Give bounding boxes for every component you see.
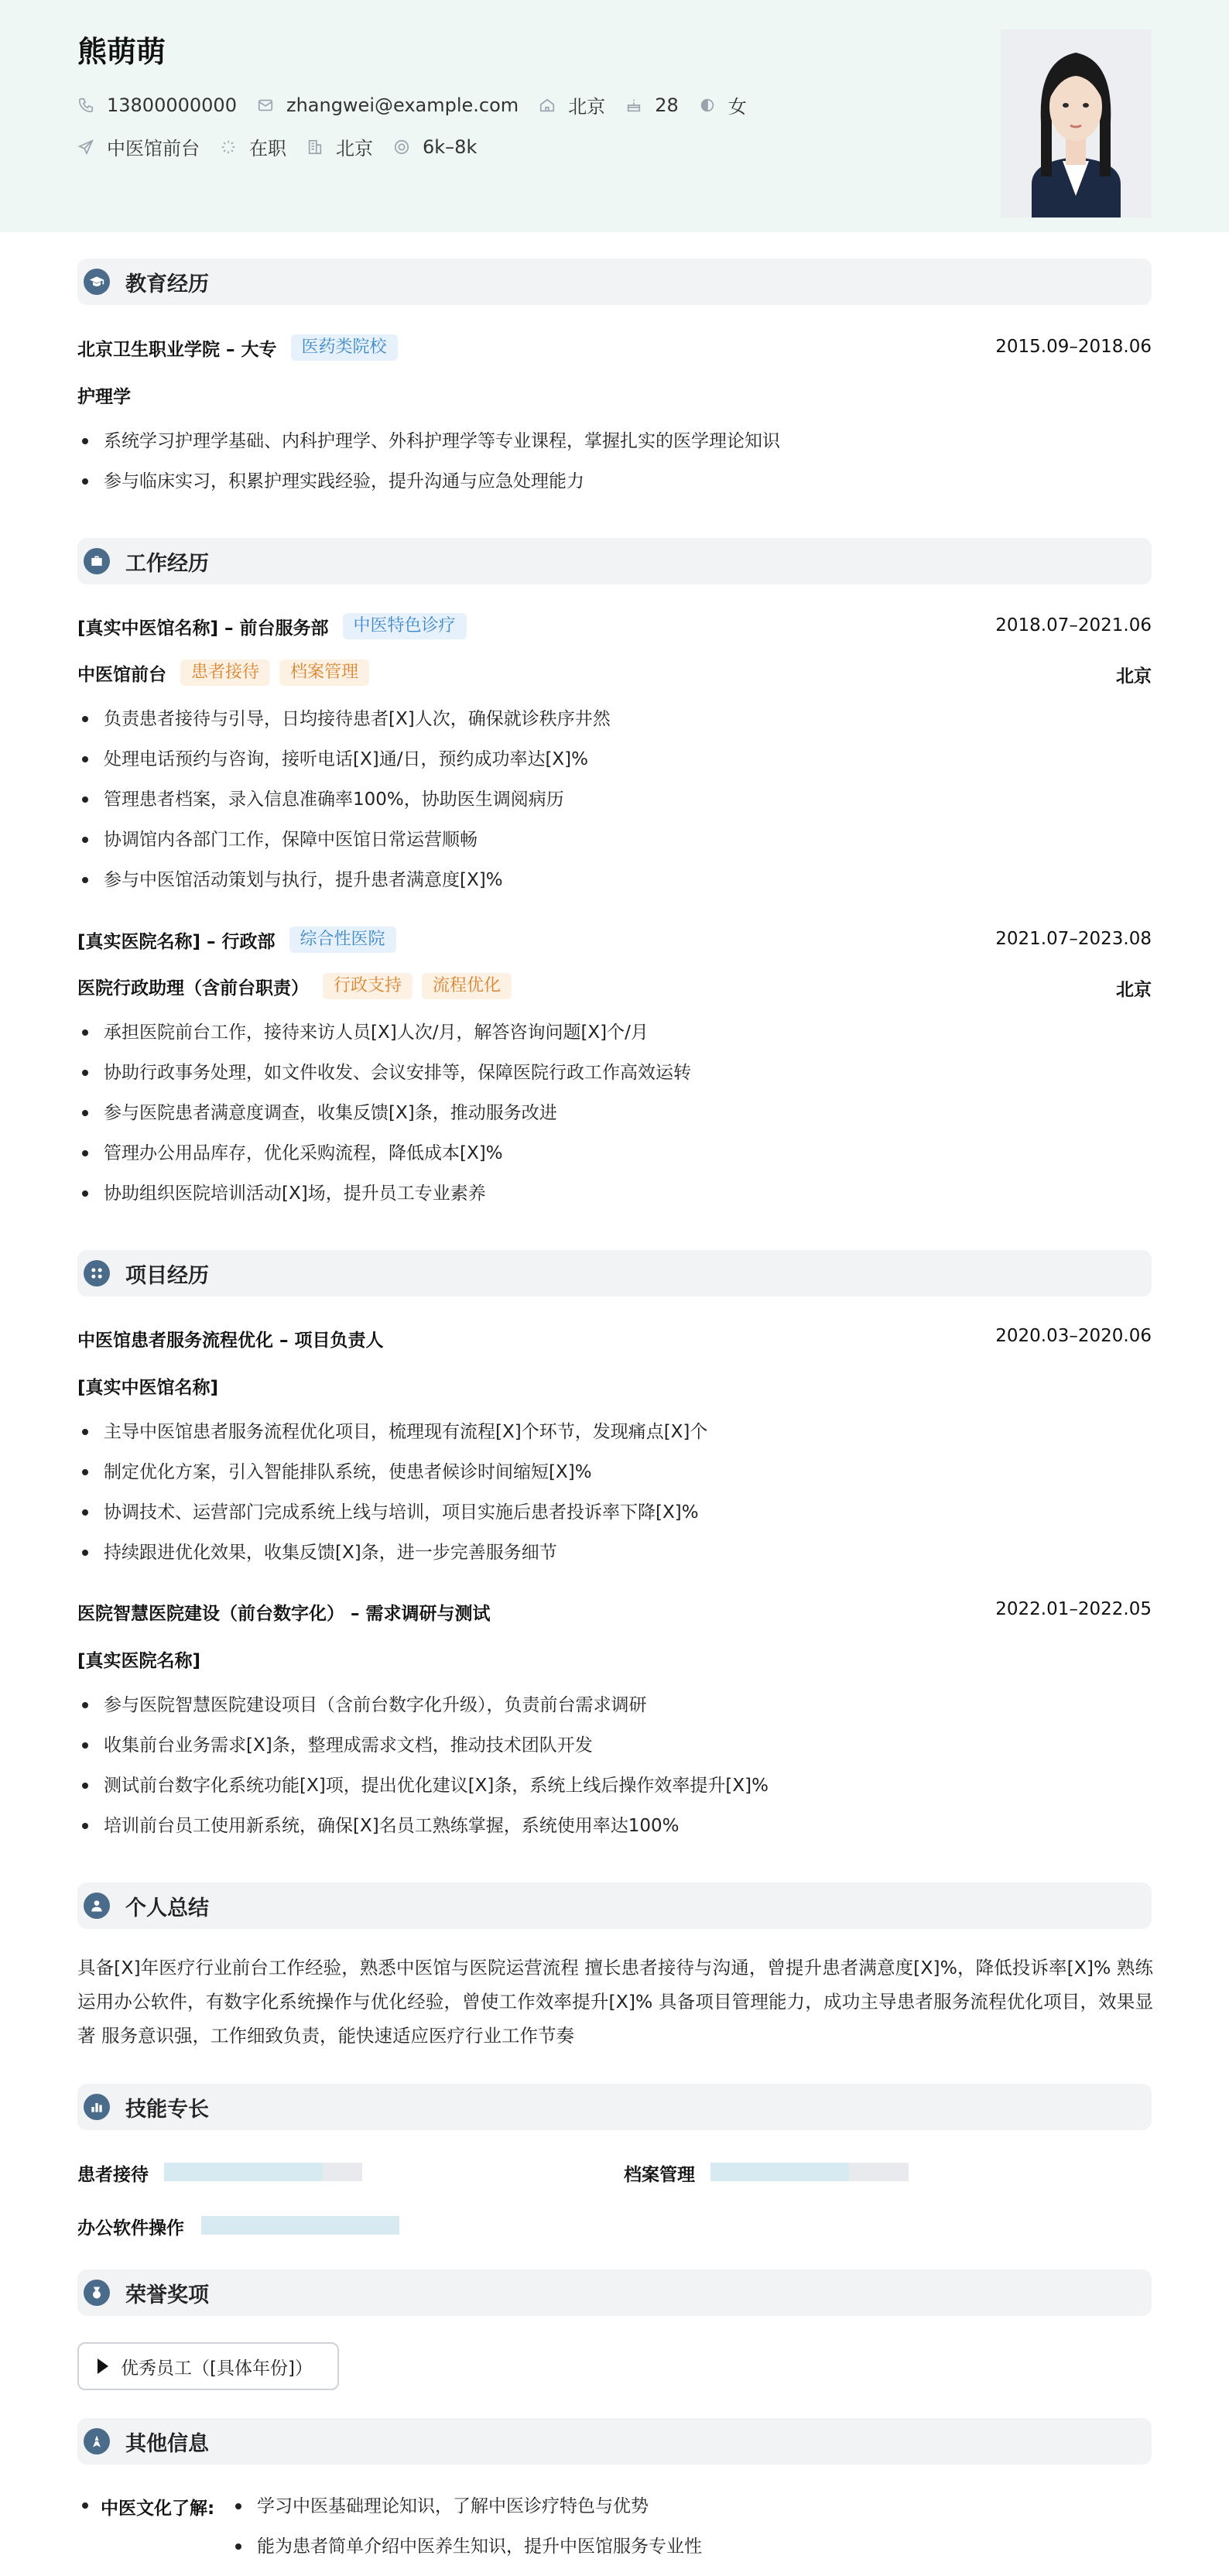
list-item: 协助行政事务处理，如文件收发、会议安排等，保障医院行政工作高效运转	[77, 1060, 691, 1101]
role-name: 中医馆前台	[77, 664, 166, 685]
section-work	[77, 538, 1152, 584]
work-city-text: 北京	[336, 138, 373, 159]
section-title: 项目经历	[125, 1263, 209, 1288]
graduation-cap-icon	[84, 269, 110, 295]
send-icon	[77, 139, 94, 156]
home-icon	[539, 97, 556, 114]
project-date: 2022.01–2022.05	[995, 1599, 1152, 1619]
gender-text: 女	[727, 96, 747, 118]
project-org	[77, 1646, 200, 1672]
work-date: 2021.07–2023.08	[995, 929, 1152, 949]
section-awards	[77, 2269, 1152, 2316]
work-company	[77, 927, 396, 953]
company-name: [真实医院名称] – 行政部	[77, 931, 276, 952]
list-item: 管理患者档案，录入信息准确率100%，协助医生调阅病历	[77, 787, 611, 827]
skill-label: 档案管理	[624, 2165, 695, 2185]
list-item: 培训前台员工使用新系统，确保[X]名员工熟练掌握，系统使用率达100%	[77, 1814, 769, 1854]
play-icon	[98, 2358, 108, 2374]
project-title	[77, 1599, 491, 1625]
city-text: 北京	[568, 96, 606, 118]
job-item	[77, 133, 200, 160]
list-item: 承担医院前台工作，接待来访人员[X]人次/月，解答咨询问题[X]个/月	[77, 1020, 691, 1060]
work-bullets	[77, 1020, 691, 1221]
section-projects	[77, 1250, 1152, 1297]
list-item: 参与临床实习，积累护理实践经验，提升沟通与应急处理能力	[77, 469, 780, 509]
project-name: 中医馆患者服务流程优化 – 项目负责人	[77, 1331, 384, 1351]
work-role	[77, 973, 512, 999]
project-date: 2020.03–2020.06	[995, 1326, 1152, 1346]
work-location: 北京	[1116, 980, 1152, 1000]
skill-fill	[710, 2163, 849, 2181]
phone-item	[77, 94, 237, 116]
gender-icon	[699, 97, 716, 114]
phone-text: 13800000000	[107, 94, 237, 116]
other-label: 中医文化了解:	[101, 2499, 215, 2519]
project-bullets	[77, 1693, 769, 1854]
skill-bar	[710, 2163, 909, 2181]
status-item	[220, 133, 286, 160]
contact-row	[77, 91, 767, 118]
skill-fill	[201, 2216, 399, 2235]
section-other	[77, 2418, 1152, 2465]
edu-bullets	[77, 429, 780, 509]
mail-icon	[257, 97, 274, 114]
project-org	[77, 1373, 218, 1399]
list-item: 协调馆内各部门工作，保障中医馆日常运营顺畅	[77, 827, 611, 868]
medal-icon	[84, 2280, 110, 2306]
company-tag: 中医特色诊疗	[343, 613, 467, 639]
profile-photo	[1001, 29, 1152, 218]
list-item: 处理电话预约与咨询，接听电话[X]通/日，预约成功率达[X]%	[77, 747, 611, 787]
edu-major	[77, 382, 131, 408]
other-bullets	[231, 2494, 702, 2574]
section-title: 技能专长	[125, 2097, 209, 2122]
section-title: 其他信息	[125, 2431, 209, 2456]
section-title: 个人总结	[125, 1896, 209, 1920]
list-item: 协调技术、运营部门完成系统上线与培训，项目实施后患者投诉率下降[X]%	[77, 1500, 707, 1540]
skill-fill	[164, 2163, 323, 2181]
list-item: 系统学习护理学基础、内科护理学、外科护理学等专业课程，掌握扎实的医学理论知识	[77, 429, 780, 469]
coin-icon	[393, 139, 410, 156]
skill-label: 患者接待	[77, 2165, 149, 2185]
status-text: 在职	[249, 138, 286, 159]
summary-text: 具备[X]年医疗行业前台工作经验，熟悉中医馆与医院运营流程 擅长患者接待与沟通，曾提升患者满意度[X]%，降低投诉率[X]% 熟练运用办公软件，有数字化系统操作与优化经验，曾使工作效率提升[X]% 具备项目管理能力，成功主导患者服务流程优化项目，效果显著 服务意识强，工作细致负责，能快速适应医疗行业工作节奏	[77, 1957, 1153, 2047]
section-education	[77, 259, 1152, 305]
list-item: 制定优化方案，引入智能排队系统，使患者候诊时间缩短[X]%	[77, 1460, 707, 1500]
age-item	[625, 94, 679, 116]
company-tag: 综合性医院	[289, 927, 396, 953]
list-item: 能为患者简单介绍中医养生知识，提升中医馆服务专业性	[231, 2534, 702, 2574]
section-skills	[77, 2084, 1152, 2130]
email-item	[257, 94, 519, 116]
loading-icon	[220, 139, 237, 156]
work-city-item	[306, 133, 373, 160]
project-name: 医院智慧医院建设（前台数字化） – 需求调研与测试	[77, 1604, 491, 1624]
skill-bar	[201, 2216, 399, 2235]
edu-date: 2015.09–2018.06	[995, 337, 1152, 357]
city-item	[539, 91, 605, 118]
list-item: 收集前台业务需求[X]条，整理成需求文档，推动技术团队开发	[77, 1733, 769, 1773]
user-icon	[84, 1893, 110, 1919]
salary-text: 6k–8k	[423, 135, 478, 158]
work-location: 北京	[1116, 666, 1152, 687]
bullet-dot	[82, 2502, 88, 2509]
resume-header	[0, 0, 1229, 232]
award-text: 优秀员工（[具体年份]）	[121, 2358, 313, 2379]
project-org-name: [真实中医馆名称]	[77, 1378, 219, 1398]
job-text: 中医馆前台	[107, 138, 200, 159]
project-bullets	[77, 1420, 707, 1581]
candidate-name: 熊萌萌	[77, 35, 166, 69]
work-role	[77, 659, 369, 686]
list-item: 负责患者接待与引导，日均接待患者[X]人次，确保就诊秩序井然	[77, 707, 611, 747]
role-tag: 患者接待	[180, 659, 270, 686]
job-row	[77, 133, 497, 160]
list-item: 参与中医馆活动策划与执行，提升患者满意度[X]%	[77, 868, 611, 908]
section-title: 荣誉奖项	[125, 2283, 209, 2307]
role-name: 医院行政助理（含前台职责）	[77, 978, 309, 999]
list-item: 持续跟进优化效果，收集反馈[X]条，进一步完善服务细节	[77, 1540, 707, 1581]
section-title: 教育经历	[125, 272, 209, 296]
list-item: 协助组织医院培训活动[X]场，提升员工专业素养	[77, 1181, 691, 1221]
cake-icon	[625, 97, 642, 114]
project-org-name: [真实医院名称]	[77, 1651, 201, 1671]
work-company	[77, 613, 467, 639]
school-name: 北京卫生职业学院 – 大专	[77, 339, 277, 360]
project-title	[77, 1326, 384, 1351]
list-item: 学习中医基础理论知识，了解中医诊疗特色与优势	[231, 2494, 702, 2534]
list-item: 管理办公用品库存，优化采购流程，降低成本[X]%	[77, 1141, 691, 1181]
list-item: 参与医院智慧医院建设项目（含前台数字化升级），负责前台需求调研	[77, 1693, 769, 1733]
skill-bar	[164, 2163, 362, 2181]
role-tag: 流程优化	[422, 973, 512, 999]
gender-item	[699, 91, 747, 118]
edu-school	[77, 334, 398, 361]
work-date: 2018.07–2021.06	[995, 615, 1152, 635]
briefcase-icon	[84, 548, 110, 574]
grid-icon	[84, 1260, 110, 1286]
section-title: 工作经历	[125, 551, 209, 576]
avatar-illustration	[1001, 29, 1152, 218]
salary-item	[393, 136, 477, 158]
phone-icon	[77, 97, 94, 114]
work-bullets	[77, 707, 611, 908]
bar-chart-icon	[84, 2094, 110, 2120]
compass-icon	[84, 2428, 110, 2454]
age-text: 28	[655, 94, 679, 116]
role-tag: 行政支持	[323, 973, 413, 999]
section-summary	[77, 1882, 1152, 1929]
school-tag: 医药类院校	[291, 334, 398, 361]
company-name: [真实中医馆名称] – 前台服务部	[77, 618, 329, 639]
building-icon	[306, 139, 324, 156]
skill-label: 办公软件操作	[77, 2218, 184, 2239]
list-item: 参与医院患者满意度调查，收集反馈[X]条，推动服务改进	[77, 1101, 691, 1141]
award-item[interactable]	[77, 2342, 339, 2390]
list-item: 测试前台数字化系统功能[X]项，提出优化建议[X]条，系统上线后操作效率提升[X]%	[77, 1773, 769, 1814]
major-name: 护理学	[77, 387, 131, 407]
role-tag: 档案管理	[279, 659, 369, 686]
email-text: zhangwei@example.com	[286, 94, 519, 116]
list-item: 主导中医馆患者服务流程优化项目，梳理现有流程[X]个环节，发现痛点[X]个	[77, 1420, 707, 1460]
